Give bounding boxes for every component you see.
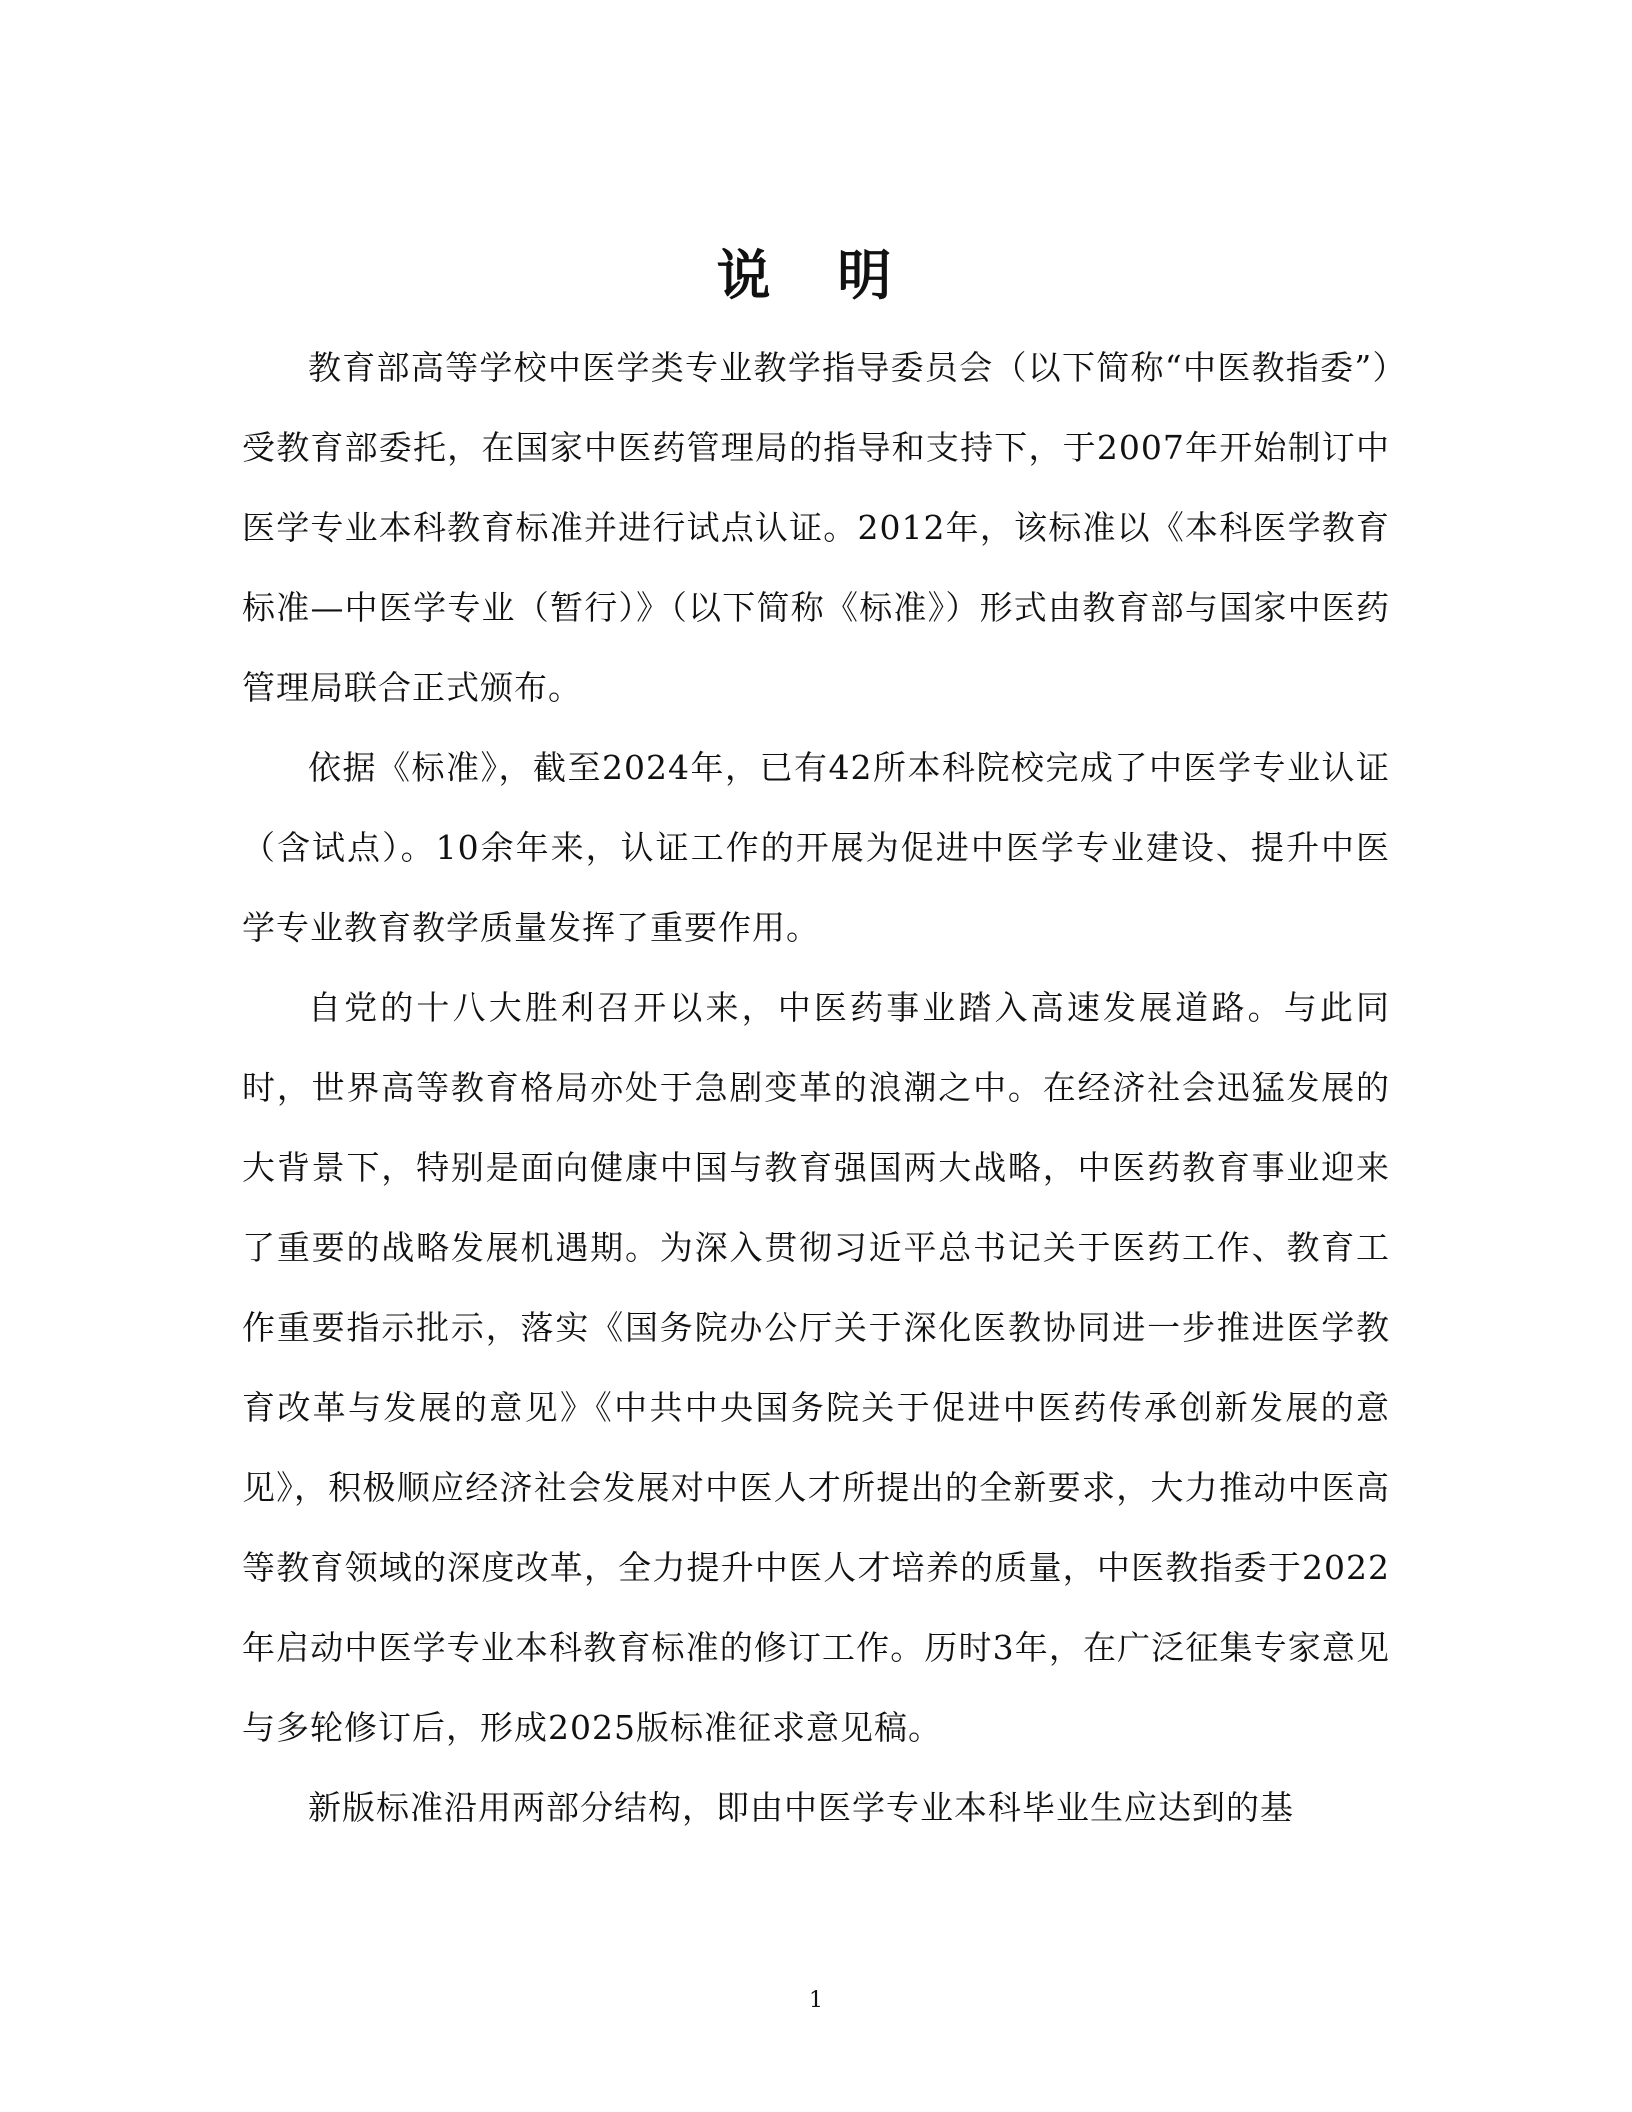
page-number: 1 xyxy=(809,1988,823,2013)
paragraph-intro: 教育部高等学校中医学类专业教学指导委员会（以下简称“中医教指委”）受教育部委托，在国家中医药管理局的指导和支持下，于2007年开始制订中医学专业本科教育标准并进行试点认证。2012年，该标准以《本科医学教育标准—中医学专业（暂行）》（以下简称《标准》）形式由教育部与国家中医药管理局联合正式颁布。 xyxy=(242,348,1390,707)
body-text xyxy=(242,328,1390,1848)
paragraph-revision-background: 自党的十八大胜利召开以来，中医药事业踏入高速发展道路。与此同时，世界高等教育格局亦处于急剧变革的浪潮之中。在经济社会迅猛发展的大背景下，特别是面向健康中国与教育强国两大战略，中医药教育事业迎来了重要的战略发展机遇期。为深入贯彻习近平总书记关于医药工作、教育工作重要指示批示，落实《国务院办公厅关于深化医教协同进一步推进医学教育改革与发展的意见》《中共中央国务院关于促进中医药传承创新发展的意见》，积极顺应经济社会发展对中医人才所提出的全新要求，大力推动中医高等教育领域的深度改革，全力提升中医人才培养的质量，中医教指委于2022年启动中医学专业本科教育标准的修订工作。历时3年，在广泛征集专家意见与多轮修订后，形成2025版标准征求意见稿。 xyxy=(242,988,1390,1747)
paragraph-structure: 新版标准沿用两部分结构，即由中医学专业本科毕业生应达到的基 xyxy=(308,1788,1294,1827)
paragraph-certification: 依据《标准》，截至2024年，已有42所本科院校完成了中医学专业认证（含试点）。10余年来，认证工作的开展为促进中医学专业建设、提升中医学专业教育教学质量发挥了重要作用。 xyxy=(242,748,1390,947)
page-title: 说 明 xyxy=(716,244,916,307)
